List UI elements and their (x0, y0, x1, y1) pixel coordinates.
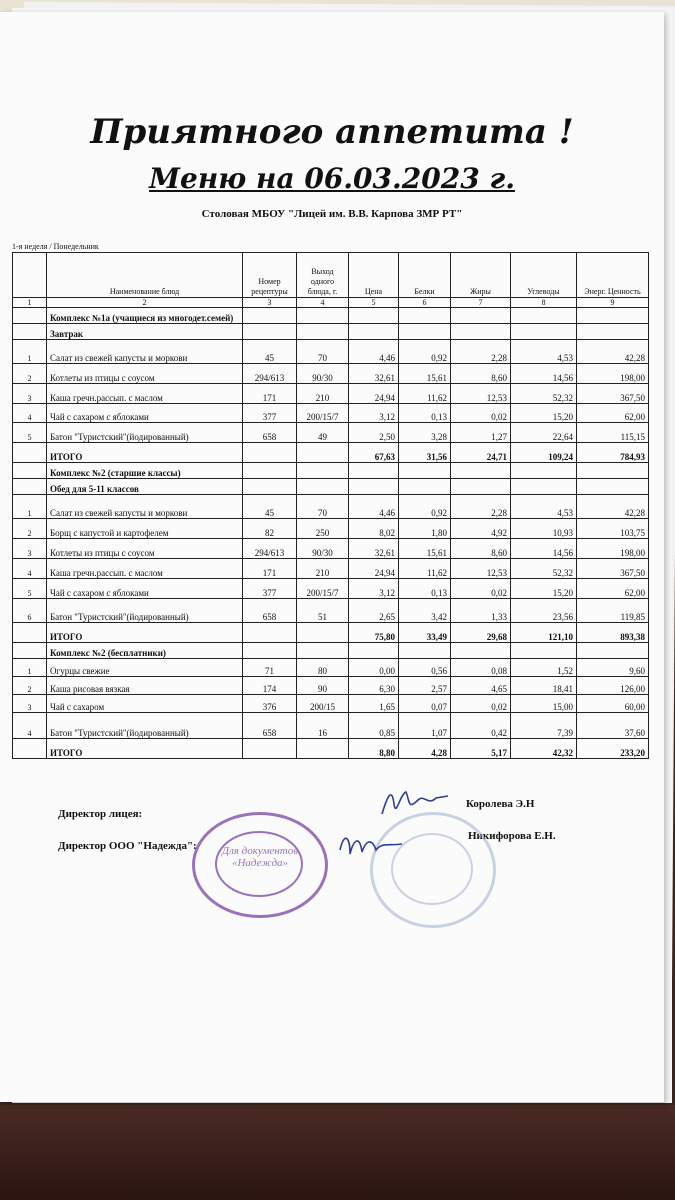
fat: 0,02 (451, 404, 511, 423)
carbs: 15,20 (511, 579, 577, 599)
fat: 1,33 (451, 599, 511, 623)
total-label: ИТОГО (47, 739, 243, 759)
recipe-number: 71 (243, 659, 297, 677)
header-carbs: Углеводы (511, 253, 577, 298)
complex-2-row (13, 463, 649, 479)
empty-cell (399, 324, 451, 340)
empty-cell (297, 443, 349, 463)
price: 2,65 (349, 599, 399, 623)
empty-cell (399, 463, 451, 479)
serving-yield: 200/15/7 (297, 579, 349, 599)
total-carbs: 121,10 (511, 623, 577, 643)
energy: 198,00 (577, 539, 649, 559)
protein: 1,07 (399, 713, 451, 739)
empty-cell (297, 623, 349, 643)
protein: 3,42 (399, 599, 451, 623)
empty-cell (399, 308, 451, 324)
energy: 9,60 (577, 659, 649, 677)
protein: 15,61 (399, 364, 451, 384)
dish-name: Каша гречн.рассып. с маслом (47, 384, 243, 404)
empty-cell (577, 479, 649, 495)
empty-cell (399, 643, 451, 659)
section-index-cell (13, 463, 47, 479)
row-index: 4 (13, 713, 47, 739)
carbs: 15,20 (511, 404, 577, 423)
total-protein: 31,56 (399, 443, 451, 463)
dish-name: Батон "Туристский"(йодированный) (47, 599, 243, 623)
table-row (13, 539, 649, 559)
total-carbs: 42,32 (511, 739, 577, 759)
energy: 115,15 (577, 423, 649, 443)
recipe-number: 658 (243, 599, 297, 623)
company-stamp (192, 812, 328, 918)
fat: 2,28 (451, 495, 511, 519)
section-index-cell (13, 643, 47, 659)
complex-3-row (13, 643, 649, 659)
protein: 0,92 (399, 340, 451, 364)
stamp-text: Для документов «Надежда» (221, 845, 299, 869)
price: 3,12 (349, 579, 399, 599)
total-price: 8,80 (349, 739, 399, 759)
serving-yield: 200/15/7 (297, 404, 349, 423)
total-protein: 4,28 (399, 739, 451, 759)
recipe-number: 658 (243, 423, 297, 443)
empty-cell (511, 324, 577, 340)
dish-name: Чай с сахаром с яблоками (47, 579, 243, 599)
director-lyceum-label: Директор лицея: (58, 808, 143, 820)
price: 4,46 (349, 495, 399, 519)
fat: 12,53 (451, 384, 511, 404)
empty-cell (451, 308, 511, 324)
table-row (13, 404, 649, 423)
dish-name: Салат из свежей капусты и моркови (47, 340, 243, 364)
header-yield: Выход одного блюда, г. (297, 253, 349, 298)
serving-yield: 51 (297, 599, 349, 623)
section-index-cell (13, 479, 47, 495)
column-number: 1 (13, 298, 47, 308)
column-number: 9 (577, 298, 649, 308)
total-protein: 33,49 (399, 623, 451, 643)
energy: 62,00 (577, 404, 649, 423)
serving-yield: 70 (297, 340, 349, 364)
empty-cell (297, 324, 349, 340)
serving-yield: 49 (297, 423, 349, 443)
carbs: 52,32 (511, 384, 577, 404)
signatory-name-1: Королева Э.Н (466, 798, 535, 810)
table-row (13, 384, 649, 404)
serving-yield: 90 (297, 677, 349, 695)
energy: 367,50 (577, 559, 649, 579)
empty-cell (297, 308, 349, 324)
empty-cell (349, 643, 399, 659)
canteen-subtitle: Столовая МБОУ "Лицей им. В.В. Карпова ЗМР РТ" (201, 208, 463, 220)
section-title: Комплекс №2 (бесплатники) (47, 643, 243, 659)
column-number: 6 (399, 298, 451, 308)
total-energy: 893,38 (577, 623, 649, 643)
empty-cell (577, 643, 649, 659)
carbs: 4,53 (511, 495, 577, 519)
total-energy: 784,93 (577, 443, 649, 463)
row-index: 3 (13, 539, 47, 559)
empty-cell (297, 479, 349, 495)
dish-name: Борщ с капустой и картофелем (47, 519, 243, 539)
empty-cell (243, 443, 297, 463)
total-row (13, 443, 649, 463)
empty-cell (297, 463, 349, 479)
section-title: Комплекс №1а (учащиеся из многодет.семей) (47, 308, 243, 324)
header-price: Цена (349, 253, 399, 298)
section-index-cell (13, 308, 47, 324)
fat: 0,42 (451, 713, 511, 739)
recipe-number: 376 (243, 695, 297, 713)
table-row (13, 659, 649, 677)
row-index: 6 (13, 599, 47, 623)
empty-cell (577, 324, 649, 340)
column-number-row (13, 298, 649, 308)
table-row (13, 364, 649, 384)
energy: 42,28 (577, 495, 649, 519)
signatory-name-2: Никифорова Е.Н. (468, 830, 556, 842)
column-number: 4 (297, 298, 349, 308)
fat: 8,60 (451, 364, 511, 384)
carbs: 10,93 (511, 519, 577, 539)
energy: 42,28 (577, 340, 649, 364)
header-protein: Белки (399, 253, 451, 298)
empty-cell (577, 308, 649, 324)
energy: 103,75 (577, 519, 649, 539)
serving-yield: 210 (297, 384, 349, 404)
carbs: 1,52 (511, 659, 577, 677)
dish-name: Котлеты из птицы с соусом (47, 539, 243, 559)
protein: 0,13 (399, 579, 451, 599)
dish-name: Каша рисовая вязкая (47, 677, 243, 695)
dish-name: Батон "Туристский"(йодированный) (47, 713, 243, 739)
energy: 37,60 (577, 713, 649, 739)
empty-cell (511, 479, 577, 495)
header-dish: Наименование блюд (47, 253, 243, 298)
empty-cell (297, 643, 349, 659)
price: 0,00 (349, 659, 399, 677)
row-index: 2 (13, 519, 47, 539)
carbs: 14,56 (511, 539, 577, 559)
fat: 12,53 (451, 559, 511, 579)
recipe-number: 171 (243, 384, 297, 404)
header-energy: Энерг. Ценность (577, 253, 649, 298)
price: 32,61 (349, 539, 399, 559)
table-row (13, 579, 649, 599)
serving-yield: 70 (297, 495, 349, 519)
row-index: 3 (13, 695, 47, 713)
total-fat: 24,71 (451, 443, 511, 463)
row-index: 2 (13, 364, 47, 384)
empty-cell (297, 739, 349, 759)
empty-cell (511, 308, 577, 324)
table-row (13, 713, 649, 739)
empty-cell (243, 739, 297, 759)
empty-cell (349, 479, 399, 495)
total-carbs: 109,24 (511, 443, 577, 463)
dish-name: Каша гречн.рассып. с маслом (47, 559, 243, 579)
fat: 0,08 (451, 659, 511, 677)
total-row (13, 623, 649, 643)
header-recipe: Номер рецептуры (243, 253, 297, 298)
fat: 1,27 (451, 423, 511, 443)
empty-cell (243, 623, 297, 643)
energy: 367,50 (577, 384, 649, 404)
empty-cell (451, 324, 511, 340)
price: 1,65 (349, 695, 399, 713)
empty-cell (243, 463, 297, 479)
table-body (13, 298, 649, 759)
total-fat: 29,68 (451, 623, 511, 643)
total-index-cell (13, 739, 47, 759)
row-index: 2 (13, 677, 47, 695)
column-number: 3 (243, 298, 297, 308)
empty-cell (451, 479, 511, 495)
protein: 0,56 (399, 659, 451, 677)
carbs: 7,39 (511, 713, 577, 739)
row-index: 4 (13, 404, 47, 423)
dish-name: Батон "Туристский"(йодированный) (47, 423, 243, 443)
row-index: 4 (13, 559, 47, 579)
energy: 119,85 (577, 599, 649, 623)
protein: 0,07 (399, 695, 451, 713)
energy: 62,00 (577, 579, 649, 599)
table-row (13, 677, 649, 695)
column-number: 7 (451, 298, 511, 308)
price: 24,94 (349, 559, 399, 579)
energy: 198,00 (577, 364, 649, 384)
section-title: Завтрак (47, 324, 243, 340)
row-index: 3 (13, 384, 47, 404)
protein: 2,57 (399, 677, 451, 695)
signature-director-company (336, 824, 426, 864)
empty-cell (243, 479, 297, 495)
menu-table (12, 252, 649, 759)
background-bottom (0, 1105, 675, 1200)
dish-name: Котлеты из птицы с соусом (47, 364, 243, 384)
empty-cell (349, 324, 399, 340)
fat: 0,02 (451, 579, 511, 599)
empty-cell (451, 643, 511, 659)
carbs: 23,56 (511, 599, 577, 623)
row-index: 1 (13, 495, 47, 519)
energy: 60,00 (577, 695, 649, 713)
column-number: 2 (47, 298, 243, 308)
recipe-number: 174 (243, 677, 297, 695)
total-fat: 5,17 (451, 739, 511, 759)
protein: 11,62 (399, 559, 451, 579)
table-row (13, 495, 649, 519)
header-index (13, 253, 47, 298)
table-row (13, 559, 649, 579)
fat: 8,60 (451, 539, 511, 559)
table-row (13, 695, 649, 713)
table-row (13, 599, 649, 623)
serving-yield: 90/30 (297, 539, 349, 559)
carbs: 52,32 (511, 559, 577, 579)
serving-yield: 250 (297, 519, 349, 539)
price: 2,50 (349, 423, 399, 443)
empty-cell (349, 308, 399, 324)
row-index: 5 (13, 423, 47, 443)
empty-cell (511, 643, 577, 659)
fat: 4,92 (451, 519, 511, 539)
recipe-number: 294/613 (243, 539, 297, 559)
row-index: 5 (13, 579, 47, 599)
protein: 0,92 (399, 495, 451, 519)
director-company-label: Директор ООО "Надежда": (58, 840, 197, 852)
serving-yield: 200/15 (297, 695, 349, 713)
recipe-number: 294/613 (243, 364, 297, 384)
empty-cell (577, 463, 649, 479)
dish-name: Салат из свежей капусты и моркови (47, 495, 243, 519)
serving-yield: 80 (297, 659, 349, 677)
section-title: Комплекс №2 (старшие классы) (47, 463, 243, 479)
protein: 0,13 (399, 404, 451, 423)
recipe-number: 45 (243, 495, 297, 519)
empty-cell (451, 463, 511, 479)
dish-name: Огурцы свежие (47, 659, 243, 677)
complex-1-row (13, 308, 649, 324)
table-row (13, 340, 649, 364)
dish-name: Чай с сахаром (47, 695, 243, 713)
price: 24,94 (349, 384, 399, 404)
total-label: ИТОГО (47, 623, 243, 643)
empty-cell (243, 308, 297, 324)
recipe-number: 658 (243, 713, 297, 739)
table-header-row (13, 253, 649, 298)
table-row (13, 519, 649, 539)
table-row (13, 423, 649, 443)
recipe-number: 82 (243, 519, 297, 539)
fat: 0,02 (451, 695, 511, 713)
energy: 126,00 (577, 677, 649, 695)
empty-cell (349, 463, 399, 479)
meal-breakfast-row (13, 324, 649, 340)
meal-lunch-row (13, 479, 649, 495)
empty-cell (243, 324, 297, 340)
protein: 3,28 (399, 423, 451, 443)
carbs: 15,00 (511, 695, 577, 713)
total-row (13, 739, 649, 759)
carbs: 14,56 (511, 364, 577, 384)
signature-director-lyceum (378, 784, 468, 824)
total-index-cell (13, 623, 47, 643)
recipe-number: 377 (243, 404, 297, 423)
total-price: 75,80 (349, 623, 399, 643)
column-number: 5 (349, 298, 399, 308)
menu-sheet (0, 12, 664, 1102)
serving-yield: 16 (297, 713, 349, 739)
total-energy: 233,20 (577, 739, 649, 759)
total-index-cell (13, 443, 47, 463)
price: 32,61 (349, 364, 399, 384)
column-number: 8 (511, 298, 577, 308)
header-fat: Жиры (451, 253, 511, 298)
menu-date-title: Меню на 06.03.2023 г. (149, 162, 515, 195)
empty-cell (399, 479, 451, 495)
week-label: 1-я неделя / Понедельник (12, 242, 99, 251)
serving-yield: 210 (297, 559, 349, 579)
row-index: 1 (13, 659, 47, 677)
price: 6,30 (349, 677, 399, 695)
serving-yield: 90/30 (297, 364, 349, 384)
fat: 2,28 (451, 340, 511, 364)
fat: 4,65 (451, 677, 511, 695)
section-title: Обед для 5-11 классов (47, 479, 243, 495)
carbs: 18,41 (511, 677, 577, 695)
section-index-cell (13, 324, 47, 340)
price: 3,12 (349, 404, 399, 423)
protein: 15,61 (399, 539, 451, 559)
carbs: 4,53 (511, 340, 577, 364)
recipe-number: 377 (243, 579, 297, 599)
greeting-title: Приятного аппетита ! (90, 112, 574, 152)
protein: 1,80 (399, 519, 451, 539)
recipe-number: 45 (243, 340, 297, 364)
dish-name: Чай с сахаром с яблоками (47, 404, 243, 423)
row-index: 1 (13, 340, 47, 364)
empty-cell (511, 463, 577, 479)
price: 8,02 (349, 519, 399, 539)
protein: 11,62 (399, 384, 451, 404)
empty-cell (243, 643, 297, 659)
total-price: 67,63 (349, 443, 399, 463)
recipe-number: 171 (243, 559, 297, 579)
carbs: 22,64 (511, 423, 577, 443)
price: 4,46 (349, 340, 399, 364)
total-label: ИТОГО (47, 443, 243, 463)
price: 0,85 (349, 713, 399, 739)
